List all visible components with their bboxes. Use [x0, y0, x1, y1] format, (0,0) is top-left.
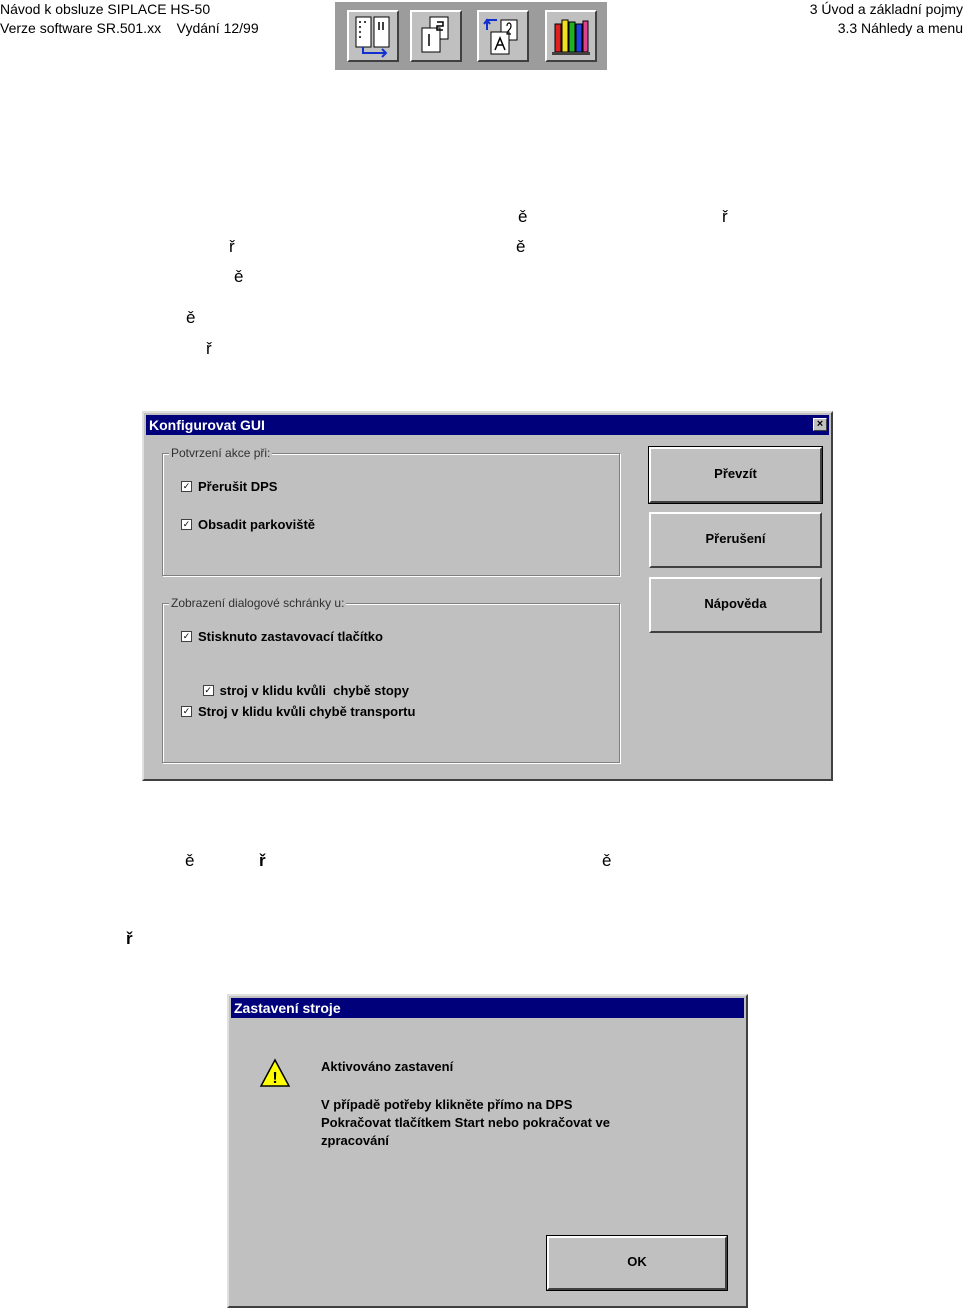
checkbox-transport-error[interactable]: [181, 704, 415, 720]
stop-body-line3: zpracování: [321, 1133, 389, 1148]
dialog-title-bar: [231, 998, 744, 1018]
text-fragment: ř: [126, 929, 133, 948]
accept-button[interactable]: Převzít: [649, 447, 822, 503]
text-fragment: ř: [259, 851, 266, 870]
confirm-action-group: [162, 446, 620, 576]
two-page-book-icon[interactable]: [347, 10, 399, 62]
warning-icon: [259, 1058, 291, 1088]
checkbox-check-icon: ✓: [182, 631, 191, 642]
page-copy-icon[interactable]: [410, 10, 462, 62]
ok-button[interactable]: OK: [547, 1236, 727, 1290]
bookshelf-icon[interactable]: [545, 10, 597, 62]
text-fragment: ř: [722, 207, 728, 226]
page-swap-icon[interactable]: [477, 10, 529, 62]
stop-heading: Aktivováno zastavení: [321, 1059, 454, 1074]
help-button[interactable]: Nápověda: [649, 577, 822, 633]
checkbox-label: Stroj v klidu kvůli chybě transportu: [198, 704, 416, 719]
checkbox-label: Stisknuto zastavovací tlačítko: [198, 629, 383, 644]
text-fragment: ě: [185, 851, 195, 870]
stop-body-line1: V případě potřeby klikněte přímo na DPS: [321, 1097, 573, 1112]
confirm-action-group-label: Potvrzení akce při:: [171, 446, 271, 460]
header-left-line1: Návod k obsluze SIPLACE HS-50: [0, 1, 211, 17]
header-right-line2: 3.3 Náhledy a menu: [837, 20, 963, 36]
checkbox-label: Přerušit DPS: [198, 479, 278, 494]
checkbox-stop-button[interactable]: [181, 629, 383, 645]
text-fragment: ř: [206, 339, 212, 358]
checkbox-interrupt-pcb[interactable]: [181, 479, 277, 495]
checkbox-check-icon: ✓: [182, 481, 191, 492]
close-icon[interactable]: ×: [813, 418, 827, 431]
dialog-title-bar: [146, 415, 829, 435]
cancel-button[interactable]: Přerušení: [649, 512, 822, 568]
config-gui-dialog: [142, 411, 833, 781]
checkbox-label: stroj v klidu kvůli chybě stopy: [219, 683, 409, 698]
checkbox-check-icon: ✓: [182, 706, 191, 717]
text-fragment: ě: [234, 267, 244, 286]
text-fragment: ě: [516, 237, 526, 256]
checkbox-label: Obsadit parkoviště: [198, 517, 316, 532]
text-fragment: ě: [186, 308, 196, 327]
text-fragment: ě: [518, 207, 528, 226]
text-fragment: ř: [229, 237, 235, 256]
svg-text:!: !: [272, 1070, 278, 1087]
dialog-display-group: [162, 596, 620, 763]
stop-body-line2: Pokračovat tlačítkem Start nebo pokračovat ve: [321, 1115, 611, 1130]
checkbox-occupy-parking[interactable]: [181, 517, 315, 533]
machine-stop-dialog: [227, 994, 748, 1308]
text-fragment: ě: [602, 851, 612, 870]
navigation-toolbar: [335, 2, 607, 70]
checkbox-check-icon: ✓: [204, 685, 212, 696]
header-left-line2: Verze software SR.501.xx Vydání 12/99: [0, 20, 259, 36]
dialog-title: Zastavení stroje: [234, 1000, 341, 1016]
checkbox-check-icon: ✓: [182, 519, 191, 530]
dialog-title: Konfigurovat GUI: [149, 417, 265, 433]
dialog-display-group-label: Zobrazení dialogové schránky u:: [171, 596, 345, 610]
header-right-line1: 3 Úvod a základní pojmy: [809, 1, 963, 17]
